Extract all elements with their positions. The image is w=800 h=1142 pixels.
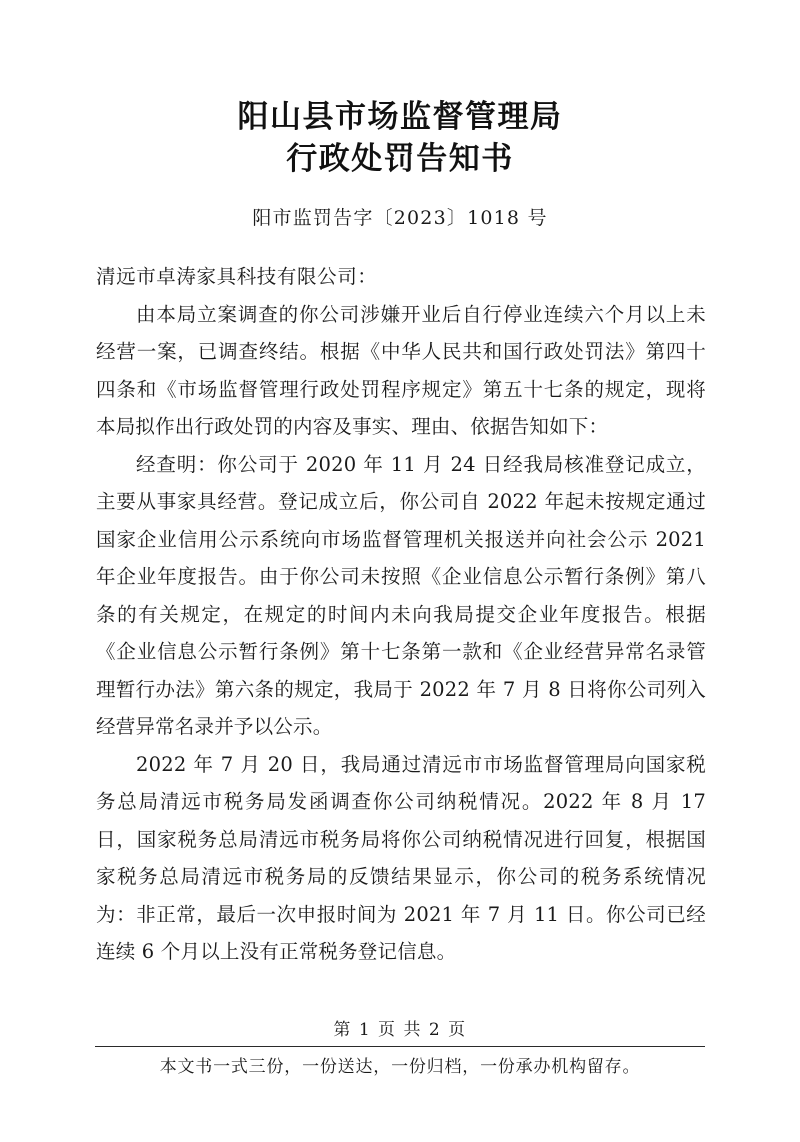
- document-title-block: [0, 96, 800, 232]
- issuing-authority-title: 阳山县市场监督管理局: [237, 99, 563, 135]
- footer-distribution-note: 本文书一式三份，一份送达，一份归档，一份承办机构留存。: [159, 1057, 641, 1077]
- addressee-line: 清远市卓涛家具科技有限公司：: [96, 265, 378, 288]
- document-type-title: 行政处罚告知书: [286, 141, 514, 177]
- page-number: 第 1 页 共 2 页: [333, 1020, 467, 1040]
- document-number: 阳市监罚告字〔2023〕1018 号: [252, 207, 548, 229]
- body-paragraph-3: 2022 年 7 月 20 日，我局通过清远市市场监督管理局向国家税务总局清远市税务局发函调查你公司纳税情况。2022 年 8 月 17 日，国家税务总局清远市税务局将你公司纳税情况进行回复，根据国家税务总局清远市税务局的反馈结果显示，你公司的税务系统情况为：非正常，最后一次申报时间为 2021 年 7 月 11 日。你公司已经连续 6 个月以上没有正常税务登记信息。: [96, 752, 706, 963]
- body-paragraph-1: 由本局立案调查的你公司涉嫌开业后自行停业连续六个月以上未经营一案，已调查终结。根据《中华人民共和国行政处罚法》第四十四条和《市场监督管理行政处罚程序规定》第五十七条的规定，现将本局拟作出行政处罚的内容及事实、理由、依据告知如下：: [96, 302, 706, 438]
- document-footer: [0, 1018, 800, 1080]
- body-paragraph-2: 经查明：你公司于 2020 年 11 月 24 日经我局核准登记成立，主要从事家具经营。登记成立后，你公司自 2022 年起未按规定通过国家企业信用公示系统向市场监督管理机关报送并向社会公示 2021 年企业年度报告。由于你公司未按照《企业信息公示暂行条例》第八条的有关规定，在规定的时间内未向我局提交企业年度报告。根据《企业信息公示暂行条例》第十七条第一款和《企业经营异常名录管理暂行办法》第六条的规定，我局于 2022 年 7 月 8 日将你公司列入经营异常名录并予以公示。: [96, 452, 706, 738]
- document-body: [96, 258, 706, 971]
- footer-divider: [95, 1046, 705, 1047]
